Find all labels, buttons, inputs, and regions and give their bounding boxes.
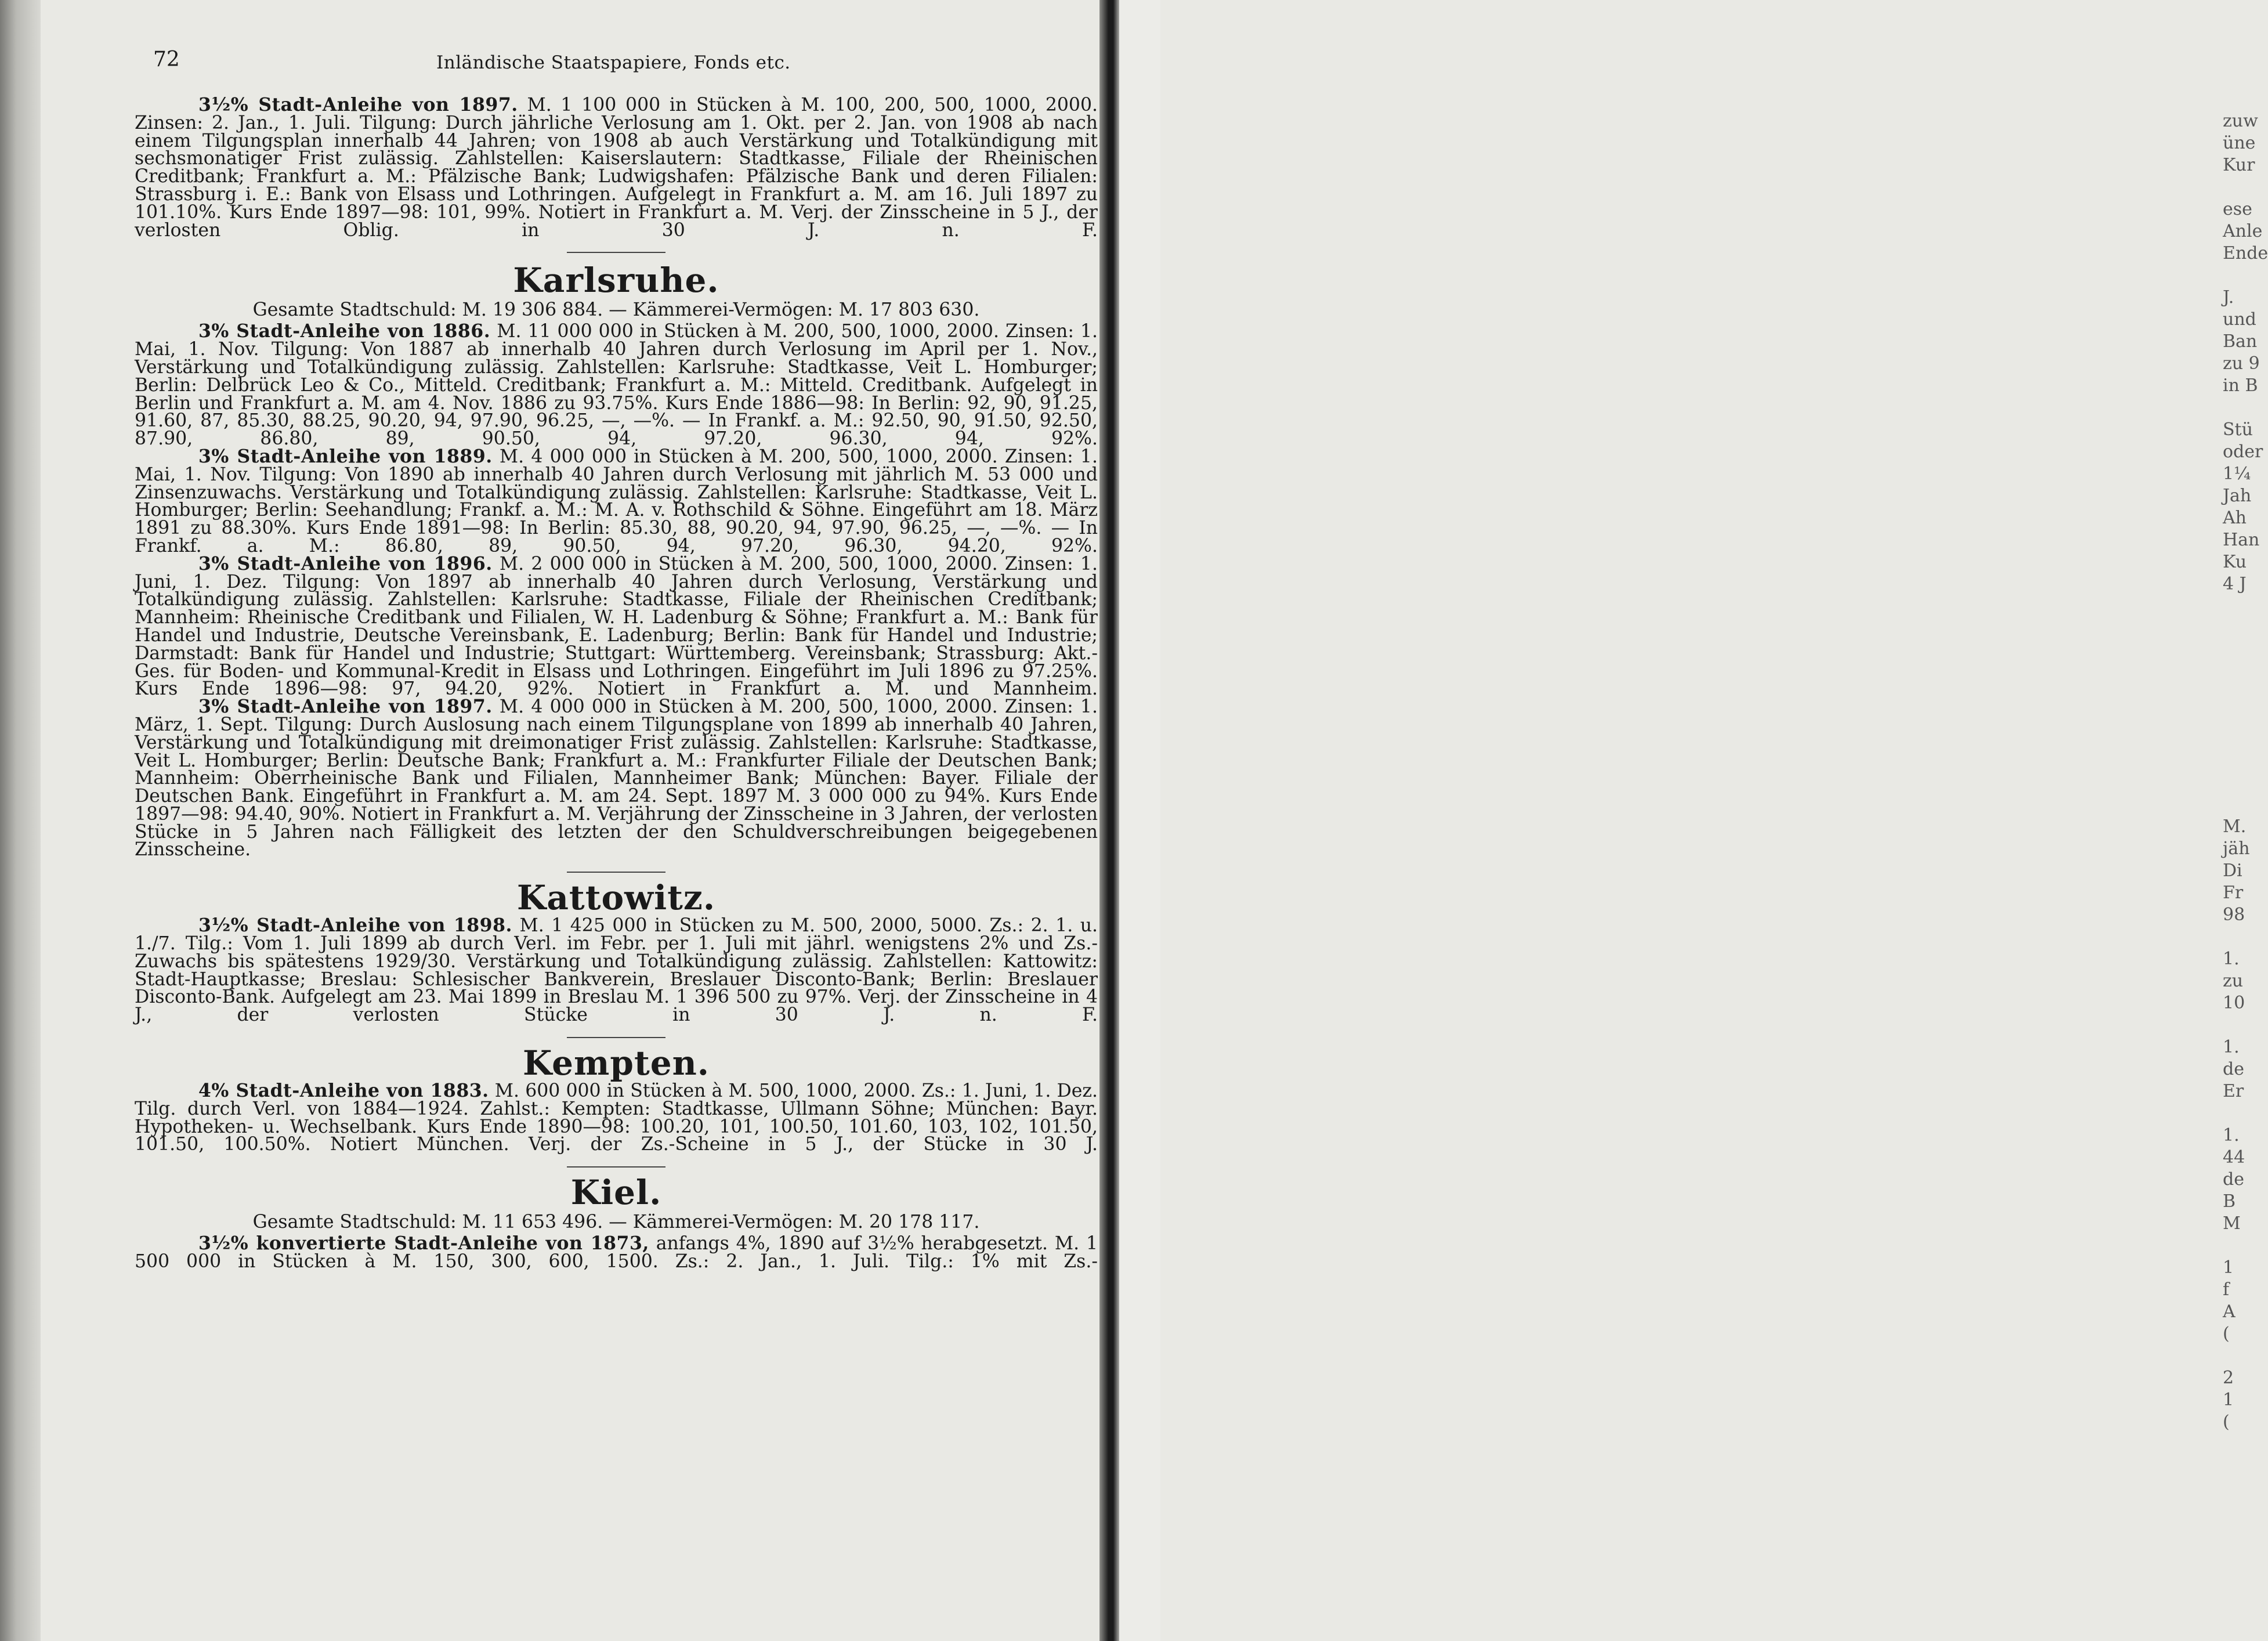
adjacent-page-fragment: ( bbox=[2223, 1324, 2230, 1344]
loan-entry bbox=[135, 917, 1098, 1024]
adjacent-page-fragment: f bbox=[2223, 1279, 2230, 1300]
adjacent-page-fragment bbox=[2223, 176, 2260, 198]
loan-entry bbox=[135, 96, 1098, 239]
book-gutter bbox=[1099, 0, 1119, 1641]
adjacent-page-fragment: Ah bbox=[2223, 508, 2247, 528]
loan-text: M. 2 000 000 in Stücken à M. 200, 500, 1000, 2000. Zinsen: 1. Juni, 1. Dez. Tilgung: Von 1897 ab innerhalb 40 Jahren durch Verlosung, Verstärkung und Totalkündigung zulässig. Zahlstellen: Karlsruhe: Stadtkasse, Filiale der Rheinischen Creditbank; Mannheim: Rheinische Creditbank und Filialen, W. H. Ladenburg & Söhne; Frankfurt a. M.: Bank für Handel und Industrie, Deutsche Vereinsbank, E. Ladenburg; Berlin: Bank für Handel und Industrie; Darmstadt: Bank für Handel und Industrie; Stuttgart: Württemberg. Vereinsbank; Strassburg: Akt.-Ges. für Boden- und Kommunal-Kredit in Elsass und Lothringen. Eingeführt im Juli 1896 zu 97.25%. Kurs Ende 1896—98: 97, 94.20, 92%. Notiert in Frankfurt a. M. und Mannheim. bbox=[135, 553, 1098, 700]
loan-text: M. 11 000 000 in Stücken à M. 200, 500, 1000, 2000. Zinsen: 1. Mai, 1. Nov. Tilgung: Von 1887 ab innerhalb 40 Jahren durch Verlosung im April per 1. Nov., Verstärkung und Totalkündigung zulässig. Zahlstellen: Karlsruhe: Stadtkasse, Veit L. Homburger; Berlin: Delbrück Leo & Co., Mitteld. Creditbank; Frankfurt a. M.: Mitteld. Creditbank. Aufgelegt in Berlin und Frankfurt a. M. am 4. Nov. 1886 zu 93.75%. Kurs Ende 1886—98: In Berlin: 92, 90, 91.25, 91.60, 87, 85.30, 88.25, 90.20, 94, 97.90, 96.25, —, —%. — In Frankf. a. M.: 92.50, 90, 91.50, 92.50, 87.90, 86.80, 89, 90.50, 94, 97.20, 96.30, 94, 92%. bbox=[135, 321, 1098, 450]
adjacent-page-fragment: Han bbox=[2223, 530, 2260, 550]
adjacent-page-fragment: 1 bbox=[2223, 1390, 2234, 1410]
adjacent-page-fragment bbox=[2223, 750, 2260, 772]
adjacent-page-fragment: zu bbox=[2223, 971, 2244, 991]
adjacent-page-fragment: 1¼ bbox=[2223, 464, 2251, 484]
adjacent-page-fragment bbox=[2223, 662, 2260, 684]
loan-entry bbox=[135, 445, 1098, 556]
adjacent-page-fragment: Stü bbox=[2223, 420, 2253, 440]
adjacent-page-fragment: üne bbox=[2223, 133, 2256, 153]
adjacent-page-fragment: Fr bbox=[2223, 883, 2244, 903]
page-number: 72 bbox=[153, 48, 180, 71]
adjacent-page-fragment: Jah bbox=[2223, 486, 2252, 506]
adjacent-page-fragment: A bbox=[2223, 1302, 2236, 1322]
city-heading-kattowitz: Kattowitz. bbox=[516, 878, 716, 918]
loan-title: 3½% Stadt-Anleihe von 1897. bbox=[198, 94, 518, 115]
adjacent-page-fragment: M bbox=[2223, 1213, 2241, 1234]
adjacent-page-fragment: B bbox=[2223, 1191, 2236, 1212]
loan-entry bbox=[135, 552, 1098, 700]
city-heading-kempten: Kempten. bbox=[522, 1043, 710, 1083]
city-summary-kiel: Gesamte Stadtschuld: M. 11 653 496. — Kämmerei-Vermögen: M. 20 178 117. bbox=[252, 1212, 980, 1233]
loan-entry bbox=[135, 1082, 1098, 1154]
loan-text: anfangs 4%, 1890 auf 3½% herabgesetzt. M. 1 500 000 in Stücken à M. 150, 300, 600, 1500. Zs.: 2. Jan., 1. Juli. Tilg.: 1% mit Zs.- bbox=[135, 1233, 1098, 1273]
city-heading-kiel: Kiel. bbox=[570, 1173, 662, 1213]
adjacent-page-fragment: zu 9 bbox=[2223, 353, 2260, 374]
adjacent-page-fragment: oder bbox=[2223, 442, 2263, 462]
adjacent-page-fragment bbox=[2223, 1235, 2260, 1257]
running-title: Inländische Staatspapiere, Fonds etc. bbox=[436, 52, 791, 73]
loan-title: 3% Stadt-Anleihe von 1886. bbox=[198, 320, 491, 342]
adjacent-page-fragment bbox=[2223, 617, 2260, 639]
adjacent-page-fragment bbox=[2223, 397, 2260, 419]
adjacent-page-fragment: 1. bbox=[2223, 949, 2240, 969]
adjacent-page-fragment bbox=[2223, 926, 2260, 948]
adjacent-page-fragment bbox=[2223, 684, 2260, 706]
loan-text: M. 4 000 000 in Stücken à M. 200, 500, 1000, 2000. Zinsen: 1. Mai, 1. Nov. Tilgung: Von 1890 ab innerhalb 40 Jahren durch Verlosung mit jährlich M. 53 000 und Zinsenzuwachs. Verstärkung und Totalkündigung zulässig. Zahlstellen: Karlsruhe: Stadtkasse, Veit L. Homburger; Berlin: Seehandlung; Frankf. a. M.: M. A. v. Rothschild & Söhne. Eingeführt am 18. März 1891 zu 88.30%. Kurs Ende 1891—98: In Berlin: 85.30, 88, 90.20, 94, 97.90, 96.25, —, —%. — In Frankf. a. M.: 86.80, 89, 90.50, 94, 97.20, 96.30, 94.20, 92%. bbox=[135, 446, 1098, 556]
adjacent-page-fragment: J. bbox=[2223, 287, 2234, 308]
loan-title: 3½% konvertierte Stadt-Anleihe von 1873, bbox=[198, 1232, 649, 1255]
adjacent-page-fragment: 4 J bbox=[2223, 574, 2247, 594]
adjacent-page-fragment: Anle bbox=[2223, 221, 2263, 241]
city-summary-karlsruhe: Gesamte Stadtschuld: M. 19 306 884. — Kämmerei-Vermögen: M. 17 803 630. bbox=[252, 299, 980, 321]
adjacent-page-fragment: Ku bbox=[2223, 552, 2247, 572]
city-heading-karlsruhe: Karlsruhe. bbox=[513, 261, 719, 301]
adjacent-page-fragment: Ende bbox=[2223, 243, 2268, 263]
loan-title: 3% Stadt-Anleihe von 1897. bbox=[198, 696, 493, 718]
adjacent-page-fragment: 2 bbox=[2223, 1368, 2234, 1388]
adjacent-page-fragment bbox=[2223, 794, 2260, 816]
adjacent-page-fragment: ( bbox=[2223, 1412, 2230, 1432]
loan-entry bbox=[135, 320, 1098, 450]
loan-text: M. 600 000 in Stücken à M. 500, 1000, 2000. Zs.: 1. Juni, 1. Dez. Tilg. durch Verl. von 1884—1924. Zahlst.: Kempten: Stadtkasse, Ullmann Söhne; München: Bayr. Hypotheken- u. Wechselbank. Kurs Ende 1890—98: 100.20, 101, 100.50, 101.60, 103, 102, 101.50, 101.50, 100.50%. Notiert München. Verj. der Zs.-Scheine in 5 J., der Stücke in 30 J. bbox=[135, 1080, 1098, 1155]
running-head bbox=[135, 42, 1098, 77]
loan-title: 3% Stadt-Anleihe von 1896. bbox=[198, 552, 493, 574]
loan-title: 3½% Stadt-Anleihe von 1898. bbox=[198, 915, 512, 937]
loan-text: M. 1 425 000 in Stücken zu M. 500, 2000, 5000. Zs.: 2. 1. u. 1./7. Tilg.: Vom 1. Juli 1899 ab durch Verl. im Febr. per 1. Juli mit jährl. wenigstens 2% und Zs.-Zuwachs bis spätestens 1929/30. Verstärkung und Totalkündigung zulässig. Zahlstellen: Kattowitz: Stadt-Hauptkasse; Breslau: Schlesischer Bankverein, Breslauer Disconto-Bank; Berlin: Breslauer Disconto-Bank. Aufgelegt am 23. Mai 1899 in Breslau M. 1 396 500 zu 97%. Verj. der Zinsscheine in 4 J., der verlosten Stücke in 30 J. n. F. bbox=[135, 915, 1098, 1026]
adjacent-page-fragment bbox=[2223, 1566, 2260, 1588]
loan-title: 4% Stadt-Anleihe von 1883. bbox=[198, 1080, 489, 1102]
adjacent-page-fragment bbox=[2223, 1345, 2260, 1367]
adjacent-page-fragment bbox=[2223, 1103, 2260, 1125]
adjacent-page-fragment bbox=[2223, 1588, 2260, 1610]
adjacent-page-fragment: 10 bbox=[2223, 993, 2245, 1013]
adjacent-page-fragment bbox=[2223, 772, 2260, 794]
adjacent-page-fragment bbox=[2223, 1455, 2260, 1477]
adjacent-page-fragment bbox=[2223, 639, 2260, 662]
adjacent-page-fragment bbox=[2223, 706, 2260, 728]
adjacent-page-fragment bbox=[2223, 1477, 2260, 1499]
adjacent-page-fragment: 1. bbox=[2223, 1037, 2240, 1057]
adjacent-page-fragment: Di bbox=[2223, 861, 2242, 881]
adjacent-page-fragments bbox=[2223, 110, 2268, 1561]
adjacent-page-fragment: zuw bbox=[2223, 111, 2258, 131]
adjacent-page-fragment: Ban bbox=[2223, 331, 2258, 352]
adjacent-page-fragment: 1. bbox=[2223, 1125, 2240, 1145]
adjacent-page-fragment: 44 bbox=[2223, 1147, 2245, 1168]
adjacent-page-fragment: M. bbox=[2223, 816, 2247, 837]
adjacent-page-fragment bbox=[2223, 1499, 2260, 1521]
scan-edge-left bbox=[0, 0, 41, 1641]
adjacent-page-fragment: und bbox=[2223, 309, 2256, 330]
loan-entry bbox=[135, 1232, 1098, 1273]
document-page bbox=[135, 42, 1098, 1271]
adjacent-page-fragment bbox=[2223, 1544, 2260, 1566]
adjacent-page-fragment bbox=[2223, 1014, 2260, 1036]
loan-text: M. 1 100 000 in Stücken à M. 100, 200, 500, 1000, 2000. Zinsen: 2. Jan., 1. Juli. Tilgung: Durch jährliche Verlosung am 1. Okt. per 2. Jan. von 1908 ab nach einem Tilgungsplan innerhalb 44 Jahren; von 1908 ab auch Verstärkung und Totalkündigung mit sechsmonatiger Frist zulässig. Zahlstellen: Kaiserslautern: Stadtkasse, Filiale der Rheinischen Creditbank; Frankfurt a. M.: Pfälzische Bank; Ludwigshafen: Pfälzische Bank und deren Filialen: Strassburg i. E.: Bank von Elsass und Lothringen. Aufgelegt in Frankfurt a. M. am 16. Juli 1897 zu 101.10%. Kurs Ende 1897—98: 101, 99%. Notiert in Frankfurt a. M. Verj. der Zinsscheine in 5 J., der verlosten Oblig. in 30 J. n. F. bbox=[135, 95, 1098, 241]
loan-title: 3% Stadt-Anleihe von 1889. bbox=[198, 445, 493, 467]
adjacent-page-fragment: jäh bbox=[2223, 838, 2250, 859]
adjacent-page-fragment bbox=[2223, 595, 2260, 617]
adjacent-page-fragment: 1 bbox=[2223, 1257, 2234, 1278]
adjacent-page-fragment: 98 bbox=[2223, 905, 2245, 925]
adjacent-page-fragment: Kur bbox=[2223, 155, 2255, 175]
adjacent-page-fragment: ese bbox=[2223, 199, 2252, 219]
adjacent-page-fragment bbox=[2223, 1521, 2260, 1544]
loan-text: M. 4 000 000 in Stücken à M. 200, 500, 1000, 2000. Zinsen: 1. März, 1. Sept. Tilgung: Durch Auslosung nach einem Tilgungsplane von 1899 ab innerhalb 40 Jahren, Verstärkung und Totalkündigung mit dreimonatiger Frist zulässig. Zahlstellen: Karlsruhe: Stadtkasse, Veit L. Homburger; Berlin: Deutsche Bank; Frankfurt a. M.: Frankfurter Filiale der Deutschen Bank; Mannheim: Oberrheinische Bank und Filialen, Mannheimer Bank; München: Bayer. Filiale der Deutschen Bank. Eingeführt in Frankfurt a. M. am 24. Sept. 1897 M. 3 000 000 zu 94%. Kurs Ende 1897—98: 94.40, 90%. Notiert in Frankfurt a. M. Verjährung der Zinsscheine in 3 Jahren, der verlosten Stücke in 5 Jahren nach Fälligkeit des letzten der den Schuldverschreibungen beigegebenen Zinsscheine. bbox=[135, 696, 1098, 861]
adjacent-page-fragment: de bbox=[2223, 1059, 2244, 1079]
adjacent-page-fragment: de bbox=[2223, 1169, 2244, 1190]
adjacent-page-fragment bbox=[2223, 1433, 2260, 1455]
loan-entry bbox=[135, 698, 1098, 859]
adjacent-page-fragment bbox=[2223, 265, 2260, 287]
adjacent-page-fragment: in B bbox=[2223, 375, 2258, 396]
adjacent-page-fragment: Er bbox=[2223, 1081, 2244, 1101]
adjacent-page-fragment bbox=[2223, 728, 2260, 750]
